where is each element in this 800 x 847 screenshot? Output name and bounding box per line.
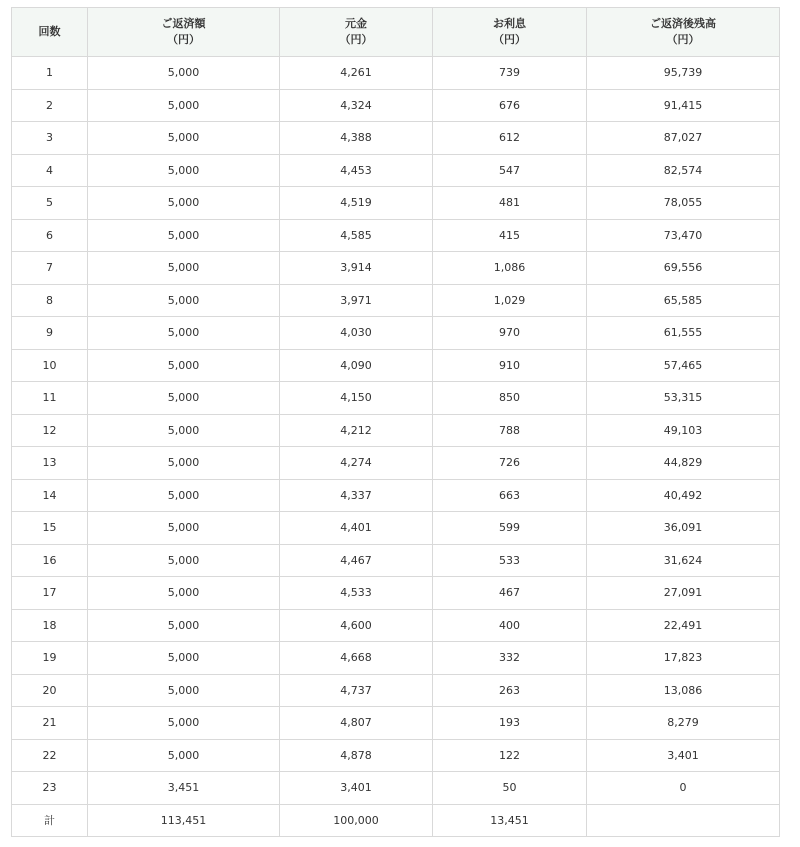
cell-payment-amount: 5,000 (88, 57, 280, 90)
cell-remaining-balance: 87,027 (587, 122, 780, 155)
cell-interest: 481 (433, 187, 587, 220)
cell-installment: 2 (12, 89, 88, 122)
cell-installment: 15 (12, 512, 88, 545)
cell-principal: 4,388 (280, 122, 433, 155)
table-row (12, 252, 780, 285)
cell-payment-amount: 5,000 (88, 447, 280, 480)
table-row (12, 284, 780, 317)
cell-installment: 16 (12, 544, 88, 577)
cell-installment: 6 (12, 219, 88, 252)
cell-payment-amount: 5,000 (88, 349, 280, 382)
cell-interest: 1,086 (433, 252, 587, 285)
cell-remaining-balance: 53,315 (587, 382, 780, 415)
cell-installment: 3 (12, 122, 88, 155)
cell-remaining-balance: 49,103 (587, 414, 780, 447)
cell-principal: 4,212 (280, 414, 433, 447)
cell-interest: 1,029 (433, 284, 587, 317)
table-row (12, 57, 780, 90)
cell-installment: 21 (12, 707, 88, 740)
cell-installment: 22 (12, 739, 88, 772)
header-unit: （円） (666, 33, 700, 46)
cell-principal: 4,090 (280, 349, 433, 382)
table-row (12, 544, 780, 577)
header-installment (12, 8, 88, 57)
cell-principal: 4,585 (280, 219, 433, 252)
cell-payment-amount: 5,000 (88, 577, 280, 610)
cell-payment-amount: 113,451 (88, 804, 280, 837)
cell-installment: 7 (12, 252, 88, 285)
cell-interest: 193 (433, 707, 587, 740)
cell-interest: 788 (433, 414, 587, 447)
cell-interest: 332 (433, 642, 587, 675)
cell-interest: 612 (433, 122, 587, 155)
table-row (12, 577, 780, 610)
table-row (12, 414, 780, 447)
cell-payment-amount: 5,000 (88, 89, 280, 122)
cell-interest: 663 (433, 479, 587, 512)
cell-payment-amount: 5,000 (88, 512, 280, 545)
cell-principal: 3,914 (280, 252, 433, 285)
table-row (12, 609, 780, 642)
cell-installment: 10 (12, 349, 88, 382)
table-row (12, 89, 780, 122)
header-unit: （円） (339, 33, 373, 46)
cell-interest: 739 (433, 57, 587, 90)
cell-payment-amount: 5,000 (88, 642, 280, 675)
cell-principal: 4,878 (280, 739, 433, 772)
cell-payment-amount: 5,000 (88, 122, 280, 155)
cell-installment: 17 (12, 577, 88, 610)
cell-interest: 13,451 (433, 804, 587, 837)
header-remaining-balance (587, 8, 780, 57)
cell-payment-amount: 5,000 (88, 382, 280, 415)
cell-remaining-balance: 3,401 (587, 739, 780, 772)
cell-payment-amount: 5,000 (88, 187, 280, 220)
cell-principal: 3,401 (280, 772, 433, 805)
cell-principal: 4,274 (280, 447, 433, 480)
repayment-schedule (11, 7, 779, 837)
repayment-table (11, 7, 780, 837)
cell-payment-amount: 5,000 (88, 609, 280, 642)
table-row (12, 122, 780, 155)
cell-payment-amount: 5,000 (88, 154, 280, 187)
cell-installment: 9 (12, 317, 88, 350)
table-row (12, 447, 780, 480)
cell-interest: 533 (433, 544, 587, 577)
cell-interest: 467 (433, 577, 587, 610)
header-unit: （円） (167, 33, 200, 46)
cell-remaining-balance: 31,624 (587, 544, 780, 577)
cell-payment-amount: 5,000 (88, 414, 280, 447)
table-row (12, 317, 780, 350)
cell-payment-amount: 5,000 (88, 544, 280, 577)
cell-remaining-balance: 65,585 (587, 284, 780, 317)
cell-remaining-balance: 27,091 (587, 577, 780, 610)
table-row (12, 642, 780, 675)
header-payment-amount (88, 8, 280, 57)
cell-remaining-balance: 17,823 (587, 642, 780, 675)
cell-interest: 400 (433, 609, 587, 642)
table-header-row (12, 8, 780, 57)
table-row (12, 349, 780, 382)
header-label: ご返済後残高 (650, 17, 716, 30)
cell-payment-amount: 5,000 (88, 674, 280, 707)
table-total-row (12, 804, 780, 837)
cell-principal: 4,533 (280, 577, 433, 610)
cell-principal: 4,030 (280, 317, 433, 350)
cell-installment: 18 (12, 609, 88, 642)
cell-principal: 4,150 (280, 382, 433, 415)
cell-principal: 4,261 (280, 57, 433, 90)
cell-interest: 726 (433, 447, 587, 480)
cell-principal: 4,337 (280, 479, 433, 512)
cell-payment-amount: 5,000 (88, 284, 280, 317)
cell-payment-amount: 5,000 (88, 317, 280, 350)
cell-interest: 599 (433, 512, 587, 545)
cell-interest: 415 (433, 219, 587, 252)
cell-remaining-balance: 82,574 (587, 154, 780, 187)
cell-installment: 12 (12, 414, 88, 447)
cell-installment: 11 (12, 382, 88, 415)
header-label: お利息 (493, 17, 526, 30)
cell-interest: 122 (433, 739, 587, 772)
cell-payment-amount: 5,000 (88, 739, 280, 772)
table-row (12, 674, 780, 707)
cell-installment: 19 (12, 642, 88, 675)
table-row (12, 187, 780, 220)
cell-remaining-balance: 0 (587, 772, 780, 805)
table-row (12, 739, 780, 772)
header-label: ご返済額 (161, 17, 206, 30)
table-row (12, 772, 780, 805)
cell-principal: 4,453 (280, 154, 433, 187)
cell-payment-amount: 3,451 (88, 772, 280, 805)
table-row (12, 154, 780, 187)
cell-installment: 13 (12, 447, 88, 480)
cell-remaining-balance: 57,465 (587, 349, 780, 382)
cell-principal: 4,807 (280, 707, 433, 740)
cell-installment: 20 (12, 674, 88, 707)
cell-interest: 547 (433, 154, 587, 187)
cell-interest: 676 (433, 89, 587, 122)
cell-interest: 850 (433, 382, 587, 415)
cell-principal: 100,000 (280, 804, 433, 837)
cell-principal: 4,737 (280, 674, 433, 707)
cell-installment: 1 (12, 57, 88, 90)
cell-installment: 8 (12, 284, 88, 317)
cell-principal: 4,668 (280, 642, 433, 675)
cell-interest: 910 (433, 349, 587, 382)
cell-interest: 263 (433, 674, 587, 707)
cell-principal: 4,324 (280, 89, 433, 122)
cell-principal: 3,971 (280, 284, 433, 317)
cell-principal: 4,401 (280, 512, 433, 545)
cell-installment: 5 (12, 187, 88, 220)
table-row (12, 512, 780, 545)
cell-installment: 23 (12, 772, 88, 805)
cell-remaining-balance: 95,739 (587, 57, 780, 90)
cell-remaining-balance: 8,279 (587, 707, 780, 740)
cell-remaining-balance: 36,091 (587, 512, 780, 545)
cell-remaining-balance: 69,556 (587, 252, 780, 285)
cell-installment: 計 (12, 804, 88, 837)
header-interest (433, 8, 587, 57)
cell-payment-amount: 5,000 (88, 219, 280, 252)
header-label: 回数 (38, 25, 61, 38)
cell-remaining-balance: 13,086 (587, 674, 780, 707)
table-row (12, 479, 780, 512)
cell-remaining-balance: 73,470 (587, 219, 780, 252)
table-row (12, 707, 780, 740)
cell-installment: 4 (12, 154, 88, 187)
cell-payment-amount: 5,000 (88, 252, 280, 285)
cell-principal: 4,467 (280, 544, 433, 577)
header-unit: （円） (493, 33, 526, 46)
cell-principal: 4,600 (280, 609, 433, 642)
cell-payment-amount: 5,000 (88, 479, 280, 512)
cell-remaining-balance: 40,492 (587, 479, 780, 512)
cell-interest: 50 (433, 772, 587, 805)
cell-remaining-balance: 78,055 (587, 187, 780, 220)
table-row (12, 219, 780, 252)
cell-installment: 14 (12, 479, 88, 512)
cell-remaining-balance (587, 804, 780, 837)
cell-remaining-balance: 91,415 (587, 89, 780, 122)
table-row (12, 382, 780, 415)
cell-remaining-balance: 44,829 (587, 447, 780, 480)
header-principal (280, 8, 433, 57)
cell-interest: 970 (433, 317, 587, 350)
cell-remaining-balance: 22,491 (587, 609, 780, 642)
cell-payment-amount: 5,000 (88, 707, 280, 740)
cell-principal: 4,519 (280, 187, 433, 220)
header-label: 元金 (345, 17, 367, 30)
cell-remaining-balance: 61,555 (587, 317, 780, 350)
